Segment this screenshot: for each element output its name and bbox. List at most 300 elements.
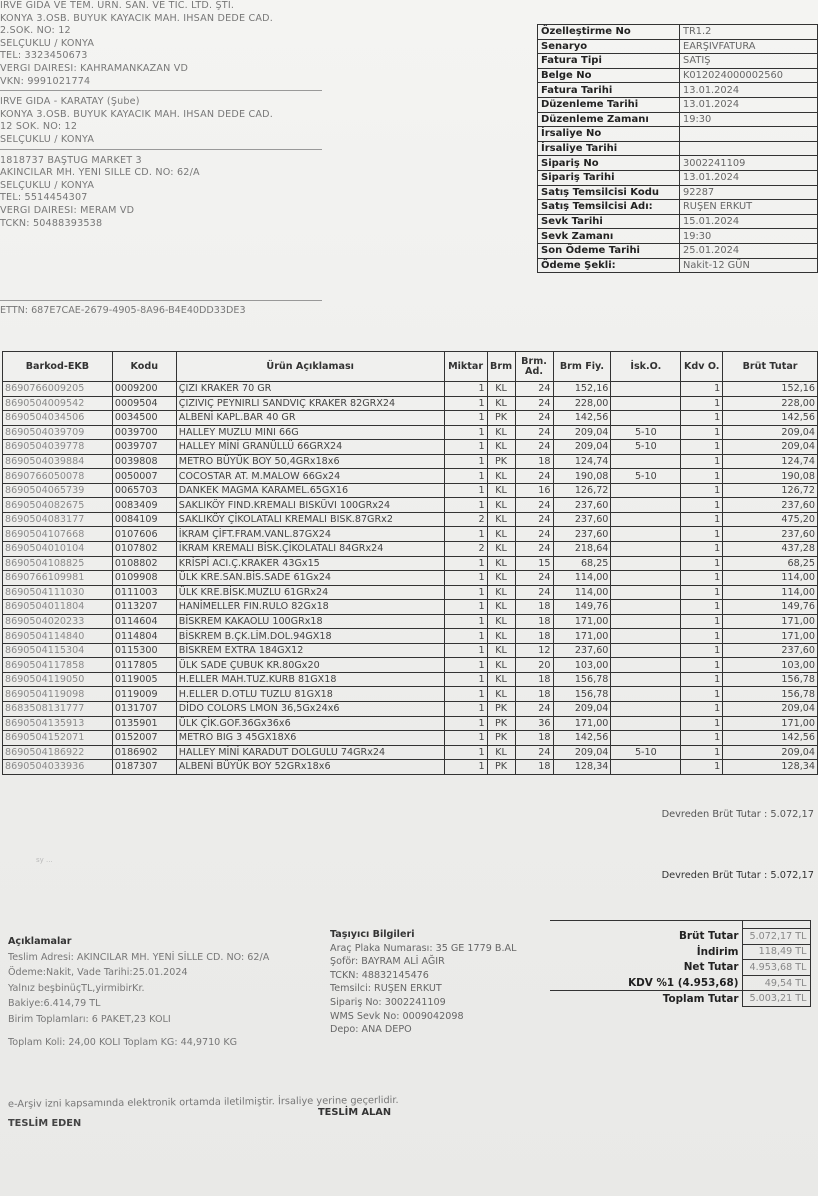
notes-title: Açıklamalar (8, 936, 72, 947)
description-cell: HALLEY MİNİ KARADUT DOLGULU 74GRx24 (176, 745, 444, 760)
gross-total-cell: 142,56 (723, 731, 818, 746)
meta-label: Ödeme Şekli: (538, 258, 680, 273)
seller-line: SELÇUKLU / KONYA (0, 37, 95, 49)
totals-label: Brüt Tutar (550, 929, 742, 945)
vat-cell: 1 (681, 629, 723, 644)
code-cell: 0115300 (112, 643, 176, 658)
unit-count-cell: 18 (515, 600, 553, 615)
meta-label: Belge No (538, 68, 680, 83)
faint-stamp: sy ... (36, 856, 53, 864)
code-cell: 0009200 (112, 382, 176, 397)
table-row (3, 571, 818, 586)
description-cell: ALBENİ KAPL.BAR 40 GR (176, 411, 444, 426)
barcode-cell: 8690504152071 (3, 731, 113, 746)
unit-price-cell: 124,74 (553, 454, 611, 469)
unit-count-cell: 36 (515, 716, 553, 731)
meta-row (538, 127, 818, 142)
seller-line: TEL: 3323450673 (0, 50, 88, 62)
discount-cell (611, 556, 681, 571)
meta-row (538, 112, 818, 127)
totals-label: Toplam Tutar (550, 991, 742, 1007)
table-row (3, 483, 818, 498)
col-unit-count: Brm. Ad. (515, 352, 553, 382)
vat-cell: 1 (681, 585, 723, 600)
description-cell: METRO BÜYÜK BOY 50,4GRx18x6 (176, 454, 444, 469)
meta-value: 13.01.2024 (680, 97, 818, 112)
meta-label: Sipariş No (538, 156, 680, 171)
totals-value: 5.003,21 TL (742, 991, 810, 1007)
gross-total-cell: 209,04 (723, 702, 818, 717)
gross-total-cell: 156,78 (723, 687, 818, 702)
vat-cell: 1 (681, 600, 723, 615)
discount-cell: 5-10 (611, 469, 681, 484)
carrier-line: Depo: ANA DEPO (330, 1024, 412, 1036)
unit-price-cell: 114,00 (553, 585, 611, 600)
meta-value (680, 141, 818, 156)
code-cell: 0039707 (112, 440, 176, 455)
quantity-cell: 1 (444, 745, 487, 760)
table-row (3, 760, 818, 775)
branch-lines (0, 96, 330, 146)
totals-row (550, 960, 810, 976)
description-cell: İKRAM ÇİFT.FRAM.VANL.87GX24 (176, 527, 444, 542)
quantity-cell: 1 (444, 716, 487, 731)
totals-label: KDV %1 (4.953,68) (550, 975, 742, 991)
code-cell: 0039700 (112, 425, 176, 440)
quantity-cell: 1 (444, 440, 487, 455)
unit-count-cell: 18 (515, 672, 553, 687)
invoice-meta-table (537, 24, 818, 273)
unit-cell: KL (487, 585, 515, 600)
table-row (3, 629, 818, 644)
buyer-line: TEL: 5514454307 (0, 192, 88, 204)
meta-value: 13.01.2024 (680, 170, 818, 185)
barcode-cell: 8690504119050 (3, 672, 113, 687)
code-cell: 0009504 (112, 396, 176, 411)
vat-cell: 1 (681, 425, 723, 440)
barcode-cell: 8690766050078 (3, 469, 113, 484)
carrier-line: TCKN: 48832145476 (330, 969, 429, 981)
quantity-cell: 1 (444, 527, 487, 542)
vat-cell: 1 (681, 702, 723, 717)
vat-cell: 1 (681, 731, 723, 746)
gross-total-cell: 209,04 (723, 745, 818, 760)
unit-count-cell: 24 (515, 498, 553, 513)
quantity-cell: 1 (444, 498, 487, 513)
unit-count-cell: 18 (515, 687, 553, 702)
meta-value: 25.01.2024 (680, 243, 818, 258)
barcode-cell: 8690504083177 (3, 512, 113, 527)
meta-row (538, 39, 818, 54)
description-cell: COCOSTAR AT. M.MALOW 66Gx24 (176, 469, 444, 484)
unit-cell: KL (487, 483, 515, 498)
discount-cell (611, 643, 681, 658)
description-cell: ÜLK KRE.SAN.BİS.SADE 61Gx24 (176, 571, 444, 586)
meta-row (538, 54, 818, 69)
vat-cell: 1 (681, 672, 723, 687)
gross-total-cell: 114,00 (723, 585, 818, 600)
unit-price-cell: 209,04 (553, 425, 611, 440)
description-cell: BİSKREM KAKAOLU 100GRx18 (176, 614, 444, 629)
discount-cell (611, 629, 681, 644)
barcode-cell: 8690504034506 (3, 411, 113, 426)
vat-cell: 1 (681, 614, 723, 629)
discount-cell (611, 672, 681, 687)
meta-value: 92287 (680, 185, 818, 200)
quantity-cell: 1 (444, 396, 487, 411)
meta-value: RUŞEN ERKUT (680, 200, 818, 215)
barcode-cell: 8690504039778 (3, 440, 113, 455)
unit-cell: KL (487, 571, 515, 586)
carrier-line: Araç Plaka Numarası: 35 GE 1779 B.AL (330, 942, 517, 954)
unit-price-cell: 156,78 (553, 672, 611, 687)
table-row (3, 745, 818, 760)
discount-cell (611, 542, 681, 557)
unit-price-cell: 171,00 (553, 614, 611, 629)
meta-row (538, 68, 818, 83)
carrier-line: Temsilci: RUŞEN ERKUT (330, 983, 442, 995)
description-cell: METRO BIG 3 45GX18X6 (176, 731, 444, 746)
code-cell: 0117805 (112, 658, 176, 673)
vat-cell: 1 (681, 542, 723, 557)
quantity-cell: 1 (444, 702, 487, 717)
discount-cell (611, 411, 681, 426)
barcode-cell: 8690504115304 (3, 643, 113, 658)
unit-cell: KL (487, 643, 515, 658)
gross-total-cell: 171,00 (723, 614, 818, 629)
quantity-cell: 1 (444, 629, 487, 644)
unit-cell: KL (487, 542, 515, 557)
gross-total-cell: 237,60 (723, 643, 818, 658)
barcode-cell: 8690504010104 (3, 542, 113, 557)
quantity-cell: 1 (444, 382, 487, 397)
totals-value: 5.072,17 TL (742, 929, 810, 945)
buyer-line: AKINCILAR MH. YENİ SİLLE CD. NO: 62/A (0, 167, 200, 179)
discount-cell (611, 396, 681, 411)
notes-line: Yalnız beşbinüçTL,yirmibirKr. (8, 982, 145, 994)
unit-cell: PK (487, 731, 515, 746)
unit-count-cell: 24 (515, 382, 553, 397)
quantity-cell: 1 (444, 556, 487, 571)
unit-price-cell: 209,04 (553, 440, 611, 455)
gross-total-cell: 437,28 (723, 542, 818, 557)
meta-label: Satış Temsilcisi Kodu (538, 185, 680, 200)
buyer-line: TCKN: 50488393538 (0, 217, 103, 229)
branch-line: KONYA 3.OSB. BUYUK KAYACIK MAH. IHSAN DEDE CAD. (0, 108, 273, 120)
barcode-cell: 8690504107668 (3, 527, 113, 542)
discount-cell: 5-10 (611, 440, 681, 455)
gross-total-cell: 126,72 (723, 483, 818, 498)
meta-label: Fatura Tarihi (538, 83, 680, 98)
gross-total-cell: 114,00 (723, 571, 818, 586)
notes-line: Birim Toplamları: 6 PAKET,23 KOLI (8, 1013, 171, 1025)
unit-cell: KL (487, 600, 515, 615)
table-row (3, 643, 818, 658)
vat-cell: 1 (681, 454, 723, 469)
meta-row (538, 243, 818, 258)
meta-value: 15.01.2024 (680, 214, 818, 229)
unit-count-cell: 24 (515, 702, 553, 717)
barcode-cell: 8690504111030 (3, 585, 113, 600)
unit-count-cell: 20 (515, 658, 553, 673)
unit-price-cell: 126,72 (553, 483, 611, 498)
divider (0, 149, 322, 150)
discount-cell (611, 483, 681, 498)
quantity-cell: 1 (444, 469, 487, 484)
unit-price-cell: 68,25 (553, 556, 611, 571)
barcode-cell: 8690504011804 (3, 600, 113, 615)
vat-cell: 1 (681, 716, 723, 731)
code-cell: 0114604 (112, 614, 176, 629)
unit-count-cell: 24 (515, 512, 553, 527)
table-row (3, 498, 818, 513)
table-row (3, 614, 818, 629)
gross-total-cell: 171,00 (723, 716, 818, 731)
quantity-cell: 1 (444, 425, 487, 440)
table-row (3, 716, 818, 731)
seller-line: 2.SOK. NO: 12 (0, 25, 71, 37)
unit-price-cell: 142,56 (553, 731, 611, 746)
unit-count-cell: 24 (515, 571, 553, 586)
table-row (3, 731, 818, 746)
code-cell: 0114804 (112, 629, 176, 644)
meta-value: SATIŞ (680, 54, 818, 69)
unit-cell: KL (487, 687, 515, 702)
col-discount: İsk.O. (611, 352, 681, 382)
unit-price-cell: 237,60 (553, 512, 611, 527)
discount-cell (611, 512, 681, 527)
description-cell: KRİSPİ ACI.Ç.KRAKER 43Gx15 (176, 556, 444, 571)
discount-cell: 5-10 (611, 425, 681, 440)
unit-price-cell: 209,04 (553, 745, 611, 760)
meta-row (538, 97, 818, 112)
code-cell: 0109908 (112, 571, 176, 586)
barcode-cell: 8690504114840 (3, 629, 113, 644)
unit-price-cell: 103,00 (553, 658, 611, 673)
code-cell: 0050007 (112, 469, 176, 484)
unit-count-cell: 15 (515, 556, 553, 571)
unit-cell: KL (487, 556, 515, 571)
totals-value: 4.953,68 TL (742, 960, 810, 976)
gross-total-cell: 209,04 (723, 440, 818, 455)
description-cell: ALBENİ BÜYÜK BOY 52GRx18x6 (176, 760, 444, 775)
meta-row (538, 200, 818, 215)
unit-cell: KL (487, 658, 515, 673)
totals-row (550, 991, 810, 1007)
gross-total-cell: 190,08 (723, 469, 818, 484)
carrier-block (330, 928, 516, 1037)
branch-line: İRVE GIDA - KARATAY (Şube) (0, 96, 140, 108)
notes-block (8, 934, 269, 1051)
discount-cell (611, 382, 681, 397)
quantity-cell: 1 (444, 483, 487, 498)
code-cell: 0039808 (112, 454, 176, 469)
vat-cell: 1 (681, 469, 723, 484)
meta-row (538, 156, 818, 171)
barcode-cell: 8690504039709 (3, 425, 113, 440)
vat-cell: 1 (681, 411, 723, 426)
meta-label: İrsaliye No (538, 127, 680, 142)
unit-price-cell: 142,56 (553, 411, 611, 426)
unit-count-cell: 24 (515, 745, 553, 760)
unit-price-cell: 171,00 (553, 629, 611, 644)
meta-value: Nakit-12 GÜN (680, 258, 818, 273)
vat-cell: 1 (681, 760, 723, 775)
meta-row (538, 214, 818, 229)
code-cell: 0152007 (112, 731, 176, 746)
unit-price-cell: 237,60 (553, 527, 611, 542)
discount-cell (611, 731, 681, 746)
unit-count-cell: 24 (515, 411, 553, 426)
carrier-line: Şoför: BAYRAM ALİ AĞIR (330, 956, 445, 968)
code-cell: 0186902 (112, 745, 176, 760)
quantity-cell: 2 (444, 512, 487, 527)
code-cell: 0108802 (112, 556, 176, 571)
barcode-cell: 8690766109981 (3, 571, 113, 586)
branch-line: 12 SOK. NO: 12 (0, 121, 78, 133)
code-cell: 0084109 (112, 512, 176, 527)
gross-total-cell: 475,20 (723, 512, 818, 527)
meta-value: EARŞIVFATURA (680, 39, 818, 54)
col-unit: Brm (487, 352, 515, 382)
description-cell: HALLEY MİNİ GRANÜLLÜ 66GRX24 (176, 440, 444, 455)
unit-count-cell: 18 (515, 454, 553, 469)
unit-price-cell: 228,00 (553, 396, 611, 411)
notes-line: Teslim Adresi: AKINCILAR MH. YENİ SİLLE CD. NO: 62/A (8, 951, 270, 963)
unit-count-cell: 24 (515, 469, 553, 484)
vat-cell: 1 (681, 527, 723, 542)
barcode-cell: 8690504009542 (3, 396, 113, 411)
meta-row (538, 229, 818, 244)
seller-lines (0, 0, 330, 88)
unit-price-cell: 190,08 (553, 469, 611, 484)
barcode-cell: 8690504135913 (3, 716, 113, 731)
barcode-cell: 8690504039884 (3, 454, 113, 469)
buyer-line: VERGI DAIRESI: MERAM VD (0, 204, 135, 216)
unit-cell: PK (487, 716, 515, 731)
table-row (3, 556, 818, 571)
divider (0, 300, 322, 301)
discount-cell (611, 600, 681, 615)
unit-cell: KL (487, 425, 515, 440)
meta-row (538, 258, 818, 273)
table-row (3, 702, 818, 717)
vat-cell: 1 (681, 658, 723, 673)
discount-cell (611, 760, 681, 775)
meta-label: Sevk Tarihi (538, 214, 680, 229)
meta-value: TR1.2 (680, 25, 818, 40)
unit-price-cell: 237,60 (553, 498, 611, 513)
unit-cell: KL (487, 745, 515, 760)
code-cell: 0119005 (112, 672, 176, 687)
gross-total-cell: 209,04 (723, 425, 818, 440)
carried-gross-total-2: Devreden Brüt Tutar : 5.072,17 (661, 870, 814, 881)
table-row (3, 454, 818, 469)
table-row (3, 411, 818, 426)
meta-row (538, 141, 818, 156)
code-cell: 0034500 (112, 411, 176, 426)
code-cell: 0107606 (112, 527, 176, 542)
archive-footnote: e-Arşiv izni kapsamında elektronik ortamda iletilmiştir. İrsaliye yerine geçerlidir. (7, 1094, 399, 1111)
table-row (3, 542, 818, 557)
unit-cell: KL (487, 440, 515, 455)
quantity-cell: 1 (444, 600, 487, 615)
meta-label: Senaryo (538, 39, 680, 54)
unit-count-cell: 24 (515, 585, 553, 600)
gross-total-cell: 152,16 (723, 382, 818, 397)
quantity-cell: 1 (444, 731, 487, 746)
col-quantity: Miktar (444, 352, 487, 382)
gross-total-cell: 228,00 (723, 396, 818, 411)
table-row (3, 585, 818, 600)
barcode-cell: 8690766009205 (3, 382, 113, 397)
notes-line: Bakiye:6.414,79 TL (8, 998, 101, 1009)
table-row (3, 658, 818, 673)
table-row (3, 440, 818, 455)
unit-count-cell: 24 (515, 542, 553, 557)
unit-count-cell: 24 (515, 396, 553, 411)
meta-value: 13.01.2024 (680, 83, 818, 98)
gross-total-cell: 171,00 (723, 629, 818, 644)
description-cell: BİSKREM EXTRA 184GX12 (176, 643, 444, 658)
gross-total-cell: 142,56 (723, 411, 818, 426)
barcode-cell: 8690504065739 (3, 483, 113, 498)
meta-row (538, 83, 818, 98)
code-cell: 0083409 (112, 498, 176, 513)
description-cell: ÜLK KRE.BİSK.MUZLU 61GRx24 (176, 585, 444, 600)
seller-line: VERGI DAIRESI: KAHRAMANKAZAN VD (0, 62, 189, 74)
unit-count-cell: 18 (515, 629, 553, 644)
items-header-row (3, 352, 818, 382)
meta-label: Özelleştirme No (538, 25, 680, 40)
received-by-label: TESLİM ALAN (318, 1107, 392, 1118)
vat-cell: 1 (681, 498, 723, 513)
description-cell: ÜLK ÇİK.GOF.36Gx36x6 (176, 716, 444, 731)
gross-total-cell: 149,76 (723, 600, 818, 615)
description-cell: SAKLIKÖY FIND.KREMALI BISKÜVI 100GRx24 (176, 498, 444, 513)
col-unit-price: Brm Fiy. (553, 352, 611, 382)
discount-cell: 5-10 (611, 745, 681, 760)
quantity-cell: 2 (444, 542, 487, 557)
col-gross-total: Brüt Tutar (723, 352, 818, 382)
unit-cell: KL (487, 614, 515, 629)
description-cell: HANİMELLER FIN.RULO 82Gx18 (176, 600, 444, 615)
vat-cell: 1 (681, 643, 723, 658)
barcode-cell: 8690504082675 (3, 498, 113, 513)
ettn-number: ETTN: 687E7CAE-2679-4905-8A96-B4E40DD33DE3 (0, 305, 246, 316)
branch-line: SELÇUKLU / KONYA (0, 133, 95, 145)
totals-value: 49,54 TL (742, 975, 810, 991)
meta-label: İrsaliye Tarihi (538, 141, 680, 156)
unit-count-cell: 24 (515, 425, 553, 440)
meta-value: 3002241109 (680, 156, 818, 171)
meta-value: 19:30 (680, 112, 818, 127)
description-cell: BİSKREM B.ÇK.LİM.DOL.94GX18 (176, 629, 444, 644)
unit-cell: KL (487, 629, 515, 644)
unit-price-cell: 218,64 (553, 542, 611, 557)
quantity-cell: 1 (444, 643, 487, 658)
table-row (3, 469, 818, 484)
description-cell: ÜLK SADE ÇUBUK KR.80Gx20 (176, 658, 444, 673)
carrier-title: Taşıyıcı Bilgileri (330, 929, 415, 940)
unit-cell: KL (487, 396, 515, 411)
gross-total-cell: 124,74 (723, 454, 818, 469)
barcode-cell: 8690504033936 (3, 760, 113, 775)
seller-line: KONYA 3.OSB. BUYUK KAYACIK MAH. IHSAN DEDE CAD. (0, 12, 273, 24)
code-cell: 0113207 (112, 600, 176, 615)
barcode-cell: 8690504108825 (3, 556, 113, 571)
table-row (3, 425, 818, 440)
